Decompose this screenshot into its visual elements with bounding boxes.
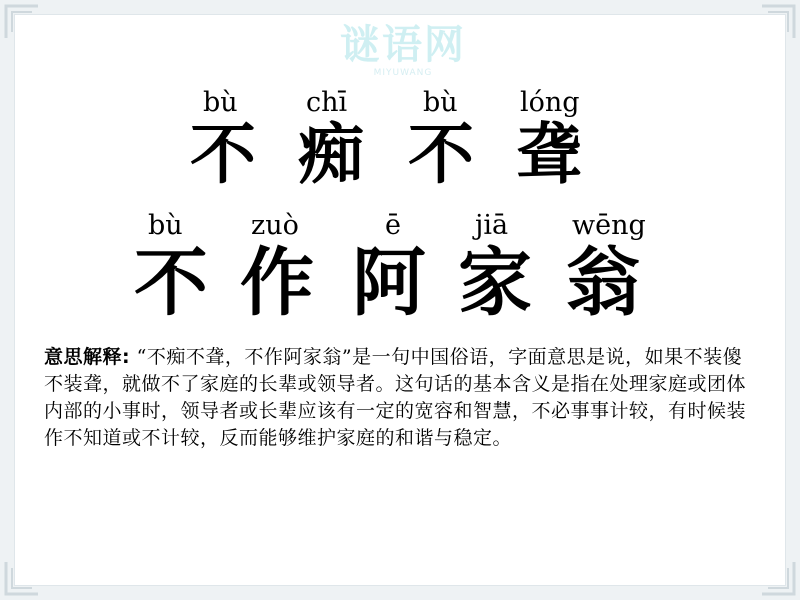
- pinyin-syllable: lóng: [520, 87, 580, 118]
- pinyin-syllable: chī: [306, 87, 348, 118]
- explanation-paragraph: [44, 344, 760, 452]
- explanation-body: “不痴不聋，不作阿家翁”是一句中国俗语，字面意思是说，如果不装傻不装聋，就做不了家庭的长辈或领导者。这句话的基本含义是指在处理家庭或团体内部的小事时，领导者或长辈应该有一定的宽容和智慧，不必事事计较，有时候装作不知道或不计较，反而能够维护家庭的和谐与稳定。: [44, 346, 747, 449]
- watermark-logo-subtext: MIYUWANG: [373, 68, 433, 78]
- hanzi-character: 不: [408, 116, 474, 193]
- watermark-logo: [340, 20, 466, 82]
- pinyin-syllable: wēng: [572, 210, 646, 241]
- pinyin-syllable: bù: [148, 210, 183, 241]
- hanzi-character: 作: [240, 240, 314, 326]
- explanation-colon: :: [122, 346, 131, 368]
- hanzi-character: 痴: [298, 116, 364, 193]
- pinyin-syllable: bù: [203, 87, 238, 118]
- hanzi-character: 阿: [352, 240, 426, 326]
- watermark-logo-text: 谜语网: [340, 22, 466, 68]
- pinyin-syllable: ē: [385, 210, 401, 241]
- hanzi-character: 家: [458, 240, 532, 326]
- explanation-label: 意思解释: [44, 346, 123, 368]
- pinyin-syllable: bù: [423, 87, 458, 118]
- hanzi-character: 翁: [566, 240, 640, 326]
- pinyin-syllable: zuò: [251, 210, 299, 241]
- hanzi-character: 不: [190, 116, 256, 193]
- hanzi-character: 不: [134, 240, 208, 326]
- hanzi-character: 聋: [516, 116, 582, 193]
- pinyin-syllable: jiā: [475, 210, 509, 241]
